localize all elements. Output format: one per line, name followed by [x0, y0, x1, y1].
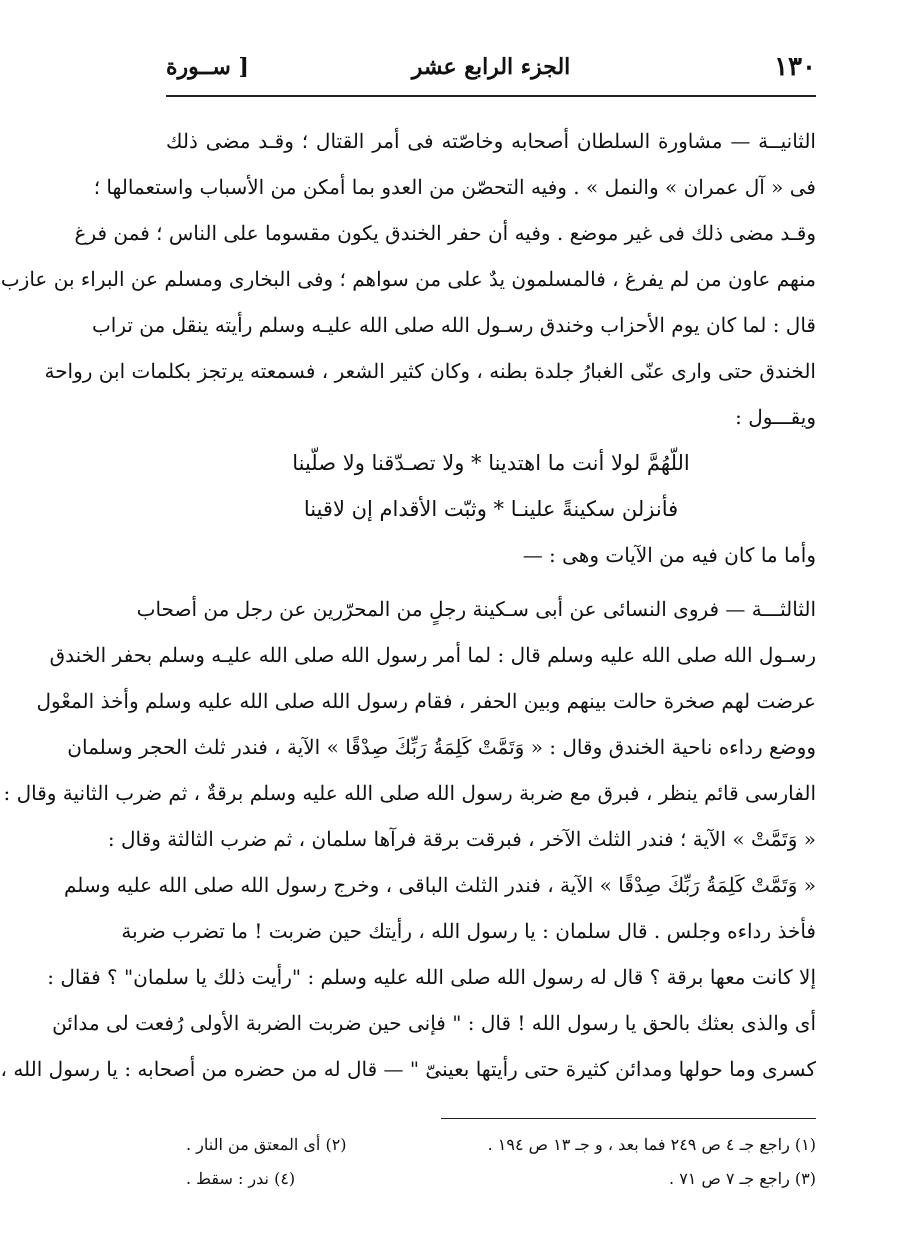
header-divider: [166, 95, 816, 97]
text-line: « وَتَمَّتْ » الآية ؛ فندر الثلث الآخر ، فبرقت برقة فرآها سلمان ، ثم ضرب الثالثة وقال :: [107, 827, 816, 851]
verse-line: اللّهُمَّ لولا أنت ما اهتدينا * ولا تصـدّقنا ولا صلّينا: [292, 451, 690, 475]
text-line: كسرى وما حولها ومدائن كثيرة حتى رأيتها بعينىّ " — قال له من حضره من أصحابه : يا رسول الله ،: [0, 1057, 816, 1081]
footnote-row: [186, 1128, 816, 1162]
text-line: عرضت لهم صخرة حالت بينهم وبين الحفر ، فقام رسول الله صلى الله عليه وسلم وأخذ المعْول: [36, 689, 816, 713]
text-line: فى « آل عمران » والنمل » . وفيه التحصّن من العدو بما أمكن من الأسباب واستعمالها ؛: [93, 175, 816, 199]
running-title: الجزء الرابع عشر: [411, 54, 571, 80]
footnote-3: (٣) راجع جـ ٧ ص ٧١ .: [669, 1169, 816, 1188]
surah-label: [ ســورة: [166, 54, 249, 80]
text-line: رسـول الله صلى الله عليه وسلم قال : لما أمر رسول الله صلى الله عليـه وسلم بحفر الخندق: [49, 643, 816, 667]
text-line: إلا كانت معها برقة ؟ قال له رسول الله صلى الله عليه وسلم : "رأيت ذلك يا سلمان" ؟ فقال :: [47, 965, 816, 989]
footnote-2: (٢) أى المعتق من النار .: [186, 1135, 347, 1154]
footnote-divider: [441, 1118, 816, 1119]
text-line: وقـد مضى ذلك فى غير موضع . وفيه أن حفر الخندق يكون مقسوما على الناس ؛ فمن فرغ: [74, 221, 816, 245]
paragraph-gap: [166, 578, 816, 586]
page-header: [166, 52, 816, 92]
text-line: الخندق حتى وارى عنّى الغبارُ جلدة بطنه ، وكان كثير الشعر ، فسمعته يرتجز بكلمات ابن رواحة: [44, 359, 816, 383]
text-line: الثانيــة — مشاورة السلطان أصحابه وخاصّته فى أمر القتال ؛ وقـد مضى ذلك: [166, 129, 816, 153]
body-text: [0, 118, 816, 1092]
text-line: الثالثـــة — فروى النسائى عن أبى سـكينة رجلٍ من المحرّرين عن رجل من أصحاب: [136, 597, 816, 621]
text-line: قال : لما كان يوم الأحزاب وخندق رسـول الله صلى الله عليـه وسلم رأيته ينقل من تراب: [91, 313, 816, 337]
footnote-4: (٤) ندر : سقط .: [186, 1169, 296, 1188]
text-line: وأما ما كان فيه من الآيات وهى : —: [522, 543, 816, 567]
footnote-row: [186, 1162, 816, 1196]
text-line: الفارسى قائم ينظر ، فبرق مع ضربة رسول الله صلى الله عليه وسلم برقةٌ ، ثم ضرب الثانية وقال :: [3, 781, 816, 805]
text-line: « وَتَمَّتْ كَلِمَةُ رَبِّكَ صِدْقًا » الآية ، فندر الثلث الباقى ، وخرج رسول الله صلى الله عليه وسلم: [63, 873, 816, 897]
page-number: ١٣٠: [774, 52, 816, 82]
footnote-1: (١) راجع جـ ٤ ص ٢٤٩ فما بعد ، و جـ ١٣ ص ١٩٤ .: [487, 1135, 816, 1154]
text-line: فأخذ رداءه وجلس . قال سلمان : يا رسول الله ، رأيتك حين ضربت ! ما تضرب ضربة: [121, 919, 816, 943]
text-line: منهم عاون من لم يفرغ ، فالمسلمون يدٌ على من سواهم ؛ وفى البخارى ومسلم عن البراء بن عازب: [0, 267, 816, 291]
text-line: ووضع رداءه ناحية الخندق وقال : « وَتَمَّتْ كَلِمَةُ رَبِّكَ صِدْقًا » الآية ، فندر ثلث الحجر وسلمان: [67, 735, 816, 759]
footnotes: [186, 1128, 816, 1196]
verse-line: فأنزلن سكينةً علينـا * وثبّت الأقدام إن لاقينا: [303, 497, 679, 521]
text-line: ويقـــول :: [735, 405, 816, 429]
text-line: أى والذى بعثك بالحق يا رسول الله ! قال : " فإنى حين ضربت الضربة الأولى رُفعت لى مدائن: [52, 1011, 816, 1035]
